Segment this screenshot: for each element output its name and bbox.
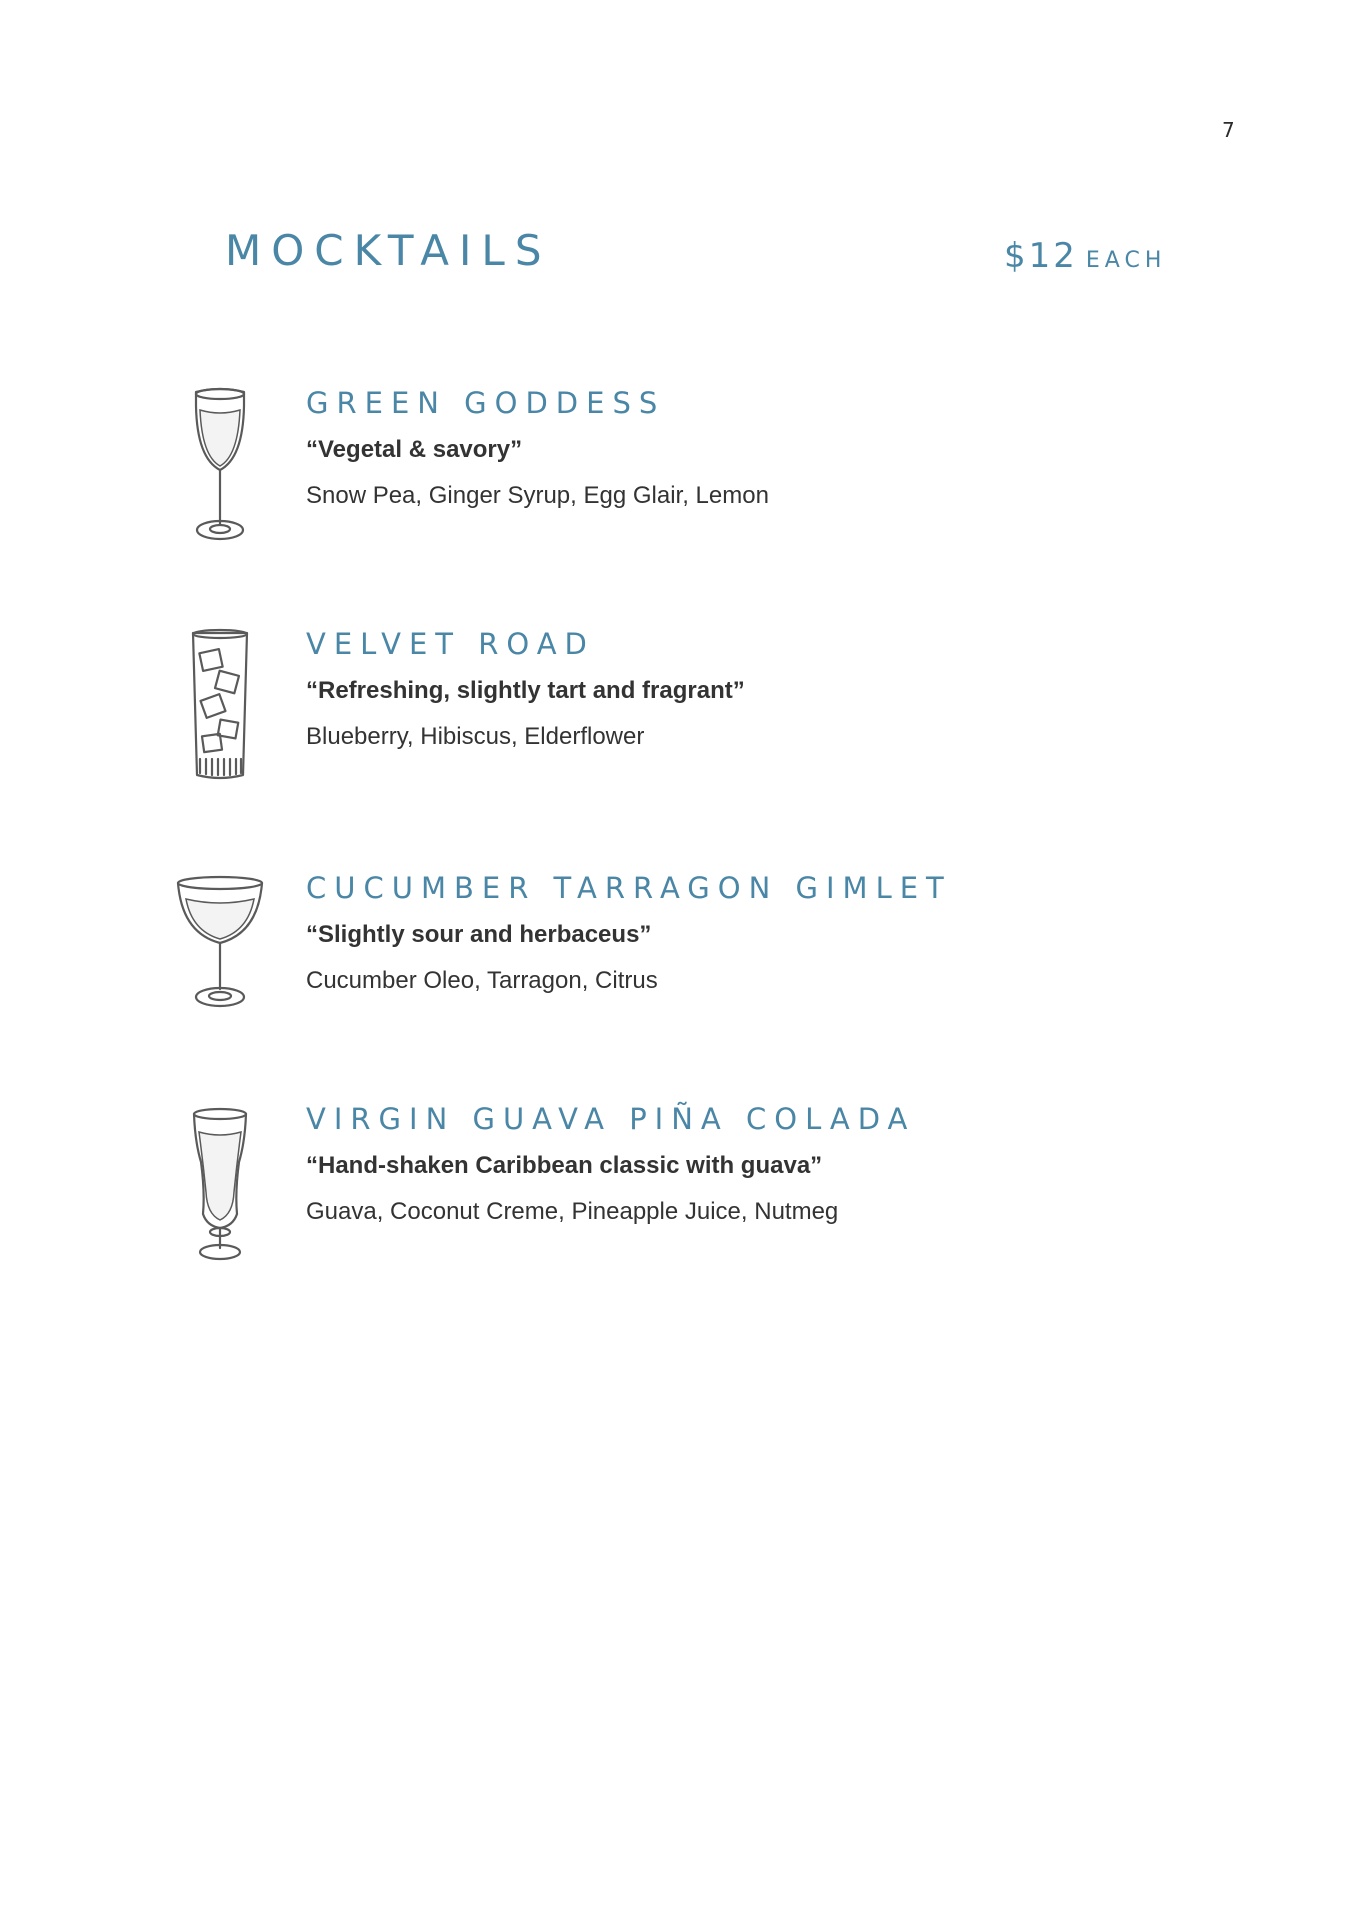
menu-item-velvet-road — [0, 627, 1354, 797]
price-amount: $12 — [1004, 236, 1078, 276]
highball-glass-icon — [175, 627, 265, 787]
section-title: MOCKTAILS — [225, 226, 552, 275]
item-tagline: “Slightly sour and herbaceus” — [306, 921, 652, 948]
item-name: VIRGIN GUAVA PIÑA COLADA — [306, 1102, 916, 1136]
item-tagline: “Hand-shaken Caribbean classic with guava” — [306, 1152, 823, 1179]
menu-item-cucumber-tarragon-gimlet — [0, 871, 1354, 1041]
page-number: 7 — [1222, 118, 1235, 142]
item-name: CUCUMBER TARRAGON GIMLET — [306, 871, 952, 905]
price-unit: EACH — [1085, 248, 1167, 273]
hurricane-glass-icon — [175, 1102, 265, 1262]
item-name: VELVET ROAD — [306, 627, 595, 661]
item-ingredients: Snow Pea, Ginger Syrup, Egg Glair, Lemon — [306, 482, 769, 509]
item-ingredients: Blueberry, Hibiscus, Elderflower — [306, 723, 645, 750]
item-tagline: “Vegetal & savory” — [306, 436, 523, 463]
coupe-glass-icon — [170, 871, 270, 1031]
item-name: GREEN GODDESS — [306, 386, 666, 420]
item-tagline: “Refreshing, slightly tart and fragrant” — [306, 677, 745, 704]
wine-glass-icon — [175, 386, 265, 546]
menu-item-virgin-guava-pina-colada — [0, 1102, 1354, 1272]
price-label — [1004, 236, 1166, 276]
item-ingredients: Guava, Coconut Creme, Pineapple Juice, Nutmeg — [306, 1198, 839, 1225]
item-ingredients: Cucumber Oleo, Tarragon, Citrus — [306, 967, 658, 994]
menu-item-green-goddess — [0, 386, 1354, 556]
